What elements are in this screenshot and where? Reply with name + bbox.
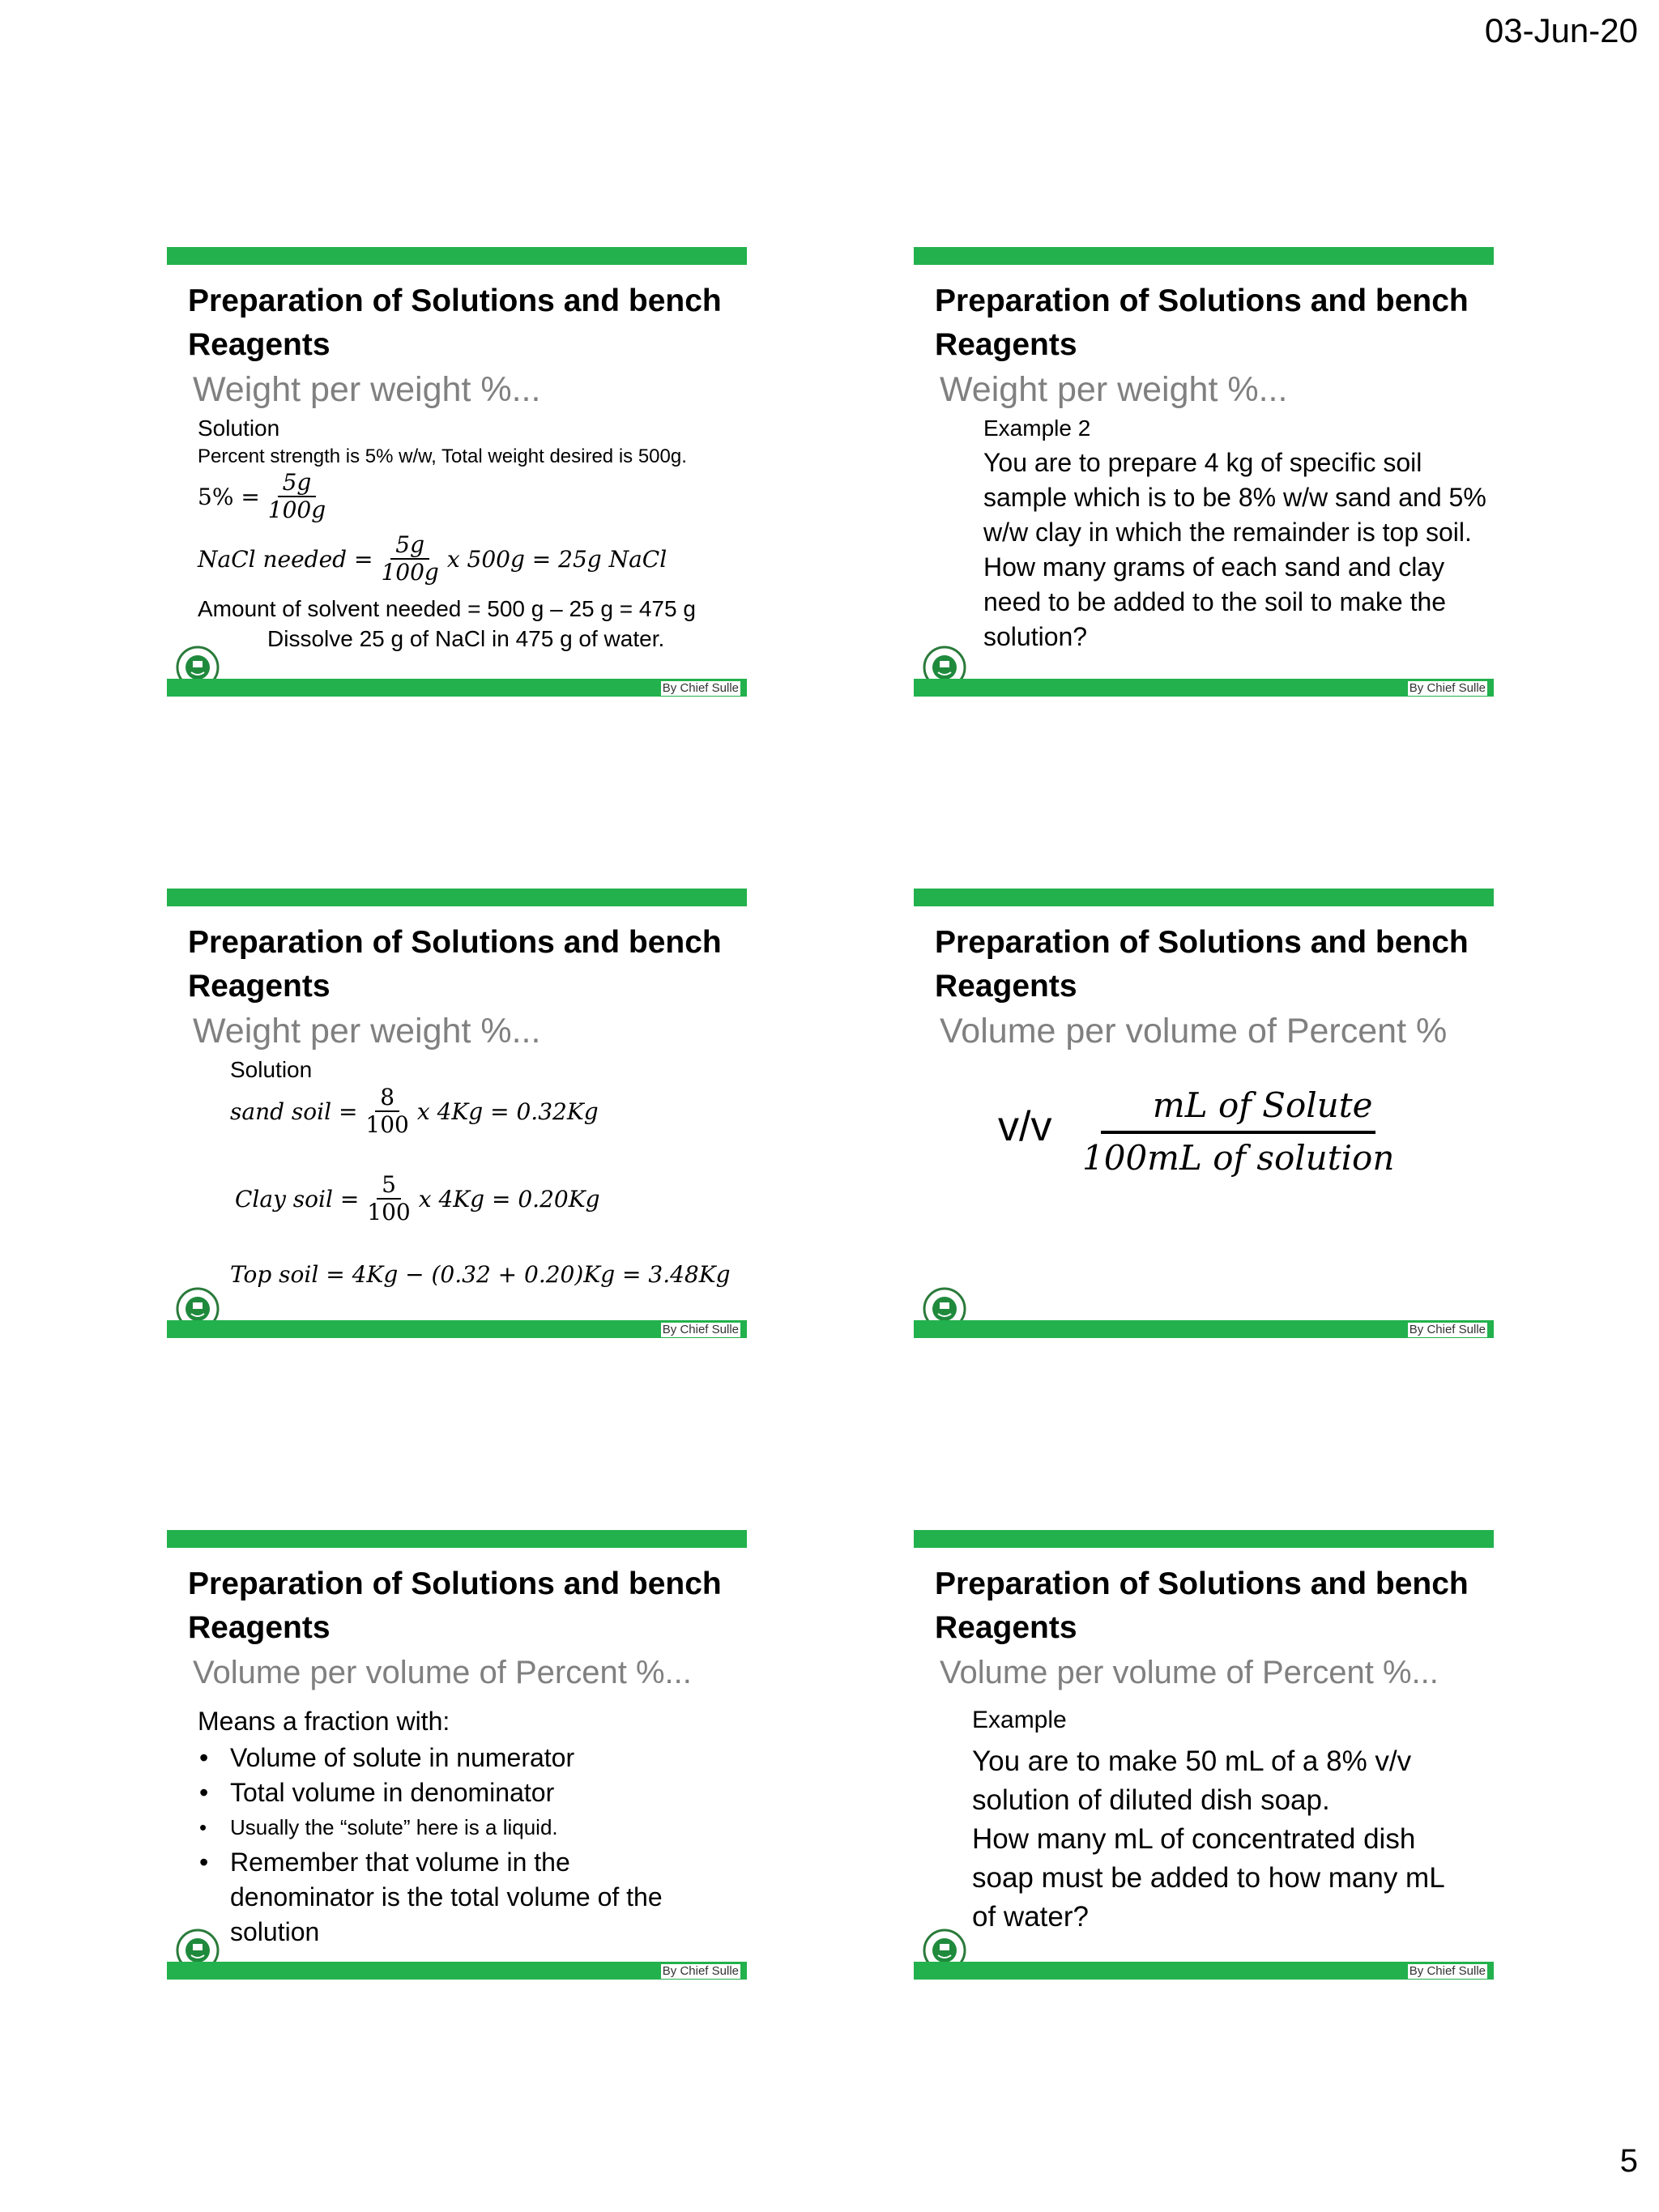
slide-top-bar [167, 247, 747, 265]
slide-top-bar [914, 247, 1494, 265]
example-line: How many mL of concentrated dish [972, 1823, 1416, 1855]
page-date: 03-Jun-20 [1484, 11, 1638, 49]
equation-percent: 5% = $\frac{5g}{100g}$ [198, 469, 326, 524]
slide-bottom-bar [167, 679, 747, 697]
page-number: 5 [1619, 2143, 1638, 2179]
slide-bottom-bar [914, 1320, 1494, 1338]
slide-title: Preparation of Solutions and bench Reagents [188, 283, 722, 362]
author-credit: By Chief Sulle [662, 1964, 739, 1978]
dissolve-text: Dissolve 25 g of NaCl in 475 g of water. [267, 626, 665, 651]
solution-label: Solution [198, 416, 280, 441]
example-line: w/w clay in which the remainder is top soil. [983, 518, 1472, 547]
solvent-text: Amount of solvent needed = 500 g – 25 g = 475 g [198, 596, 696, 621]
vv-denominator: 100mL of solution [1082, 1137, 1395, 1178]
slide-6 [914, 1530, 1494, 1980]
slide-top-bar [167, 1530, 747, 1548]
slide-1 [167, 247, 747, 697]
slide-title: Preparation of Solutions and bench Reagents [188, 1566, 722, 1645]
vv-fraction [1082, 1085, 1394, 1179]
equation-nacl: NaCl needed = $\frac{5g}{100g}$ x 500g = 25g NaCl [198, 531, 667, 586]
slide-bottom-bar [167, 1962, 747, 1980]
example-line: of water? [972, 1901, 1089, 1933]
slide-bottom-bar [914, 1962, 1494, 1980]
bullet-item: • Remember that volume in the denominator is the total volume of the solution [198, 1845, 684, 1950]
slide-5 [167, 1530, 747, 1980]
slide-subtitle: Weight per weight %... [940, 370, 1288, 409]
example-line: sample which is to be 8% w/w sand and 5% [983, 483, 1486, 512]
slide-title: Preparation of Solutions and bench Reagents [935, 283, 1469, 362]
example-body [972, 1742, 1445, 1937]
slide-bottom-bar [914, 679, 1494, 697]
slide-top-bar [167, 889, 747, 906]
vv-label: v/v [998, 1103, 1052, 1150]
bullet-item: • Volume of solute in numerator [198, 1741, 700, 1775]
bullet-list [198, 1741, 700, 1950]
slide-title: Preparation of Solutions and bench Reagents [188, 925, 722, 1004]
slide-subtitle: Weight per weight %... [193, 370, 541, 409]
author-credit: By Chief Sulle [662, 681, 739, 695]
author-credit: By Chief Sulle [662, 1323, 739, 1336]
slide-title: Preparation of Solutions and bench Reagents [935, 925, 1469, 1004]
example-line: solution of diluted dish soap. [972, 1784, 1330, 1816]
equation-top-soil: Top soil = 4Kg − (0.32 + 0.20)Kg = 3.48Kg [230, 1261, 731, 1288]
example-line: soap must be added to how many mL [972, 1862, 1445, 1894]
vv-numerator: mL of Solute [1101, 1085, 1376, 1134]
slide-subtitle: Weight per weight %... [193, 1012, 541, 1051]
slide-bottom-bar [167, 1320, 747, 1338]
slide-subtitle: Volume per volume of Percent %... [193, 1655, 692, 1690]
author-credit: By Chief Sulle [1409, 1964, 1486, 1978]
example-body [983, 445, 1486, 654]
slide-4 [914, 889, 1494, 1338]
example-label: Example 2 [983, 416, 1091, 441]
equation-sand: sand soil = $\frac{8}{100}$ x 4Kg = 0.32Kg [230, 1084, 599, 1139]
slide-subtitle: Volume per volume of Percent %... [940, 1655, 1439, 1690]
example-label: Example [972, 1707, 1067, 1733]
example-line: You are to make 50 mL of a 8% v/v [972, 1745, 1412, 1777]
bullet-item: • Total volume in denominator [198, 1775, 700, 1810]
example-line: You are to prepare 4 kg of specific soil [983, 448, 1422, 477]
slide-2 [914, 247, 1494, 697]
slide-subtitle: Volume per volume of Percent % [940, 1012, 1448, 1051]
slide-top-bar [914, 1530, 1494, 1548]
solution-label: Solution [230, 1057, 313, 1082]
intro-text: Means a fraction with: [198, 1707, 450, 1736]
slide-3 [167, 889, 747, 1338]
bullet-item: • Usually the “solute” here is a liquid. [198, 1810, 700, 1845]
example-line: need to be added to the soil to make the [983, 587, 1447, 616]
author-credit: By Chief Sulle [1409, 681, 1486, 695]
slide-title: Preparation of Solutions and bench Reagents [935, 1566, 1469, 1645]
slide-top-bar [914, 889, 1494, 906]
example-line: solution? [983, 622, 1088, 651]
given-text: Percent strength is 5% w/w, Total weight desired is 500g. [198, 445, 687, 467]
author-credit: By Chief Sulle [1409, 1323, 1486, 1336]
example-line: How many grams of each sand and clay [983, 552, 1445, 582]
equation-clay: Clay soil = $\frac{5}{100}$ x 4Kg = 0.20Kg [235, 1171, 600, 1226]
